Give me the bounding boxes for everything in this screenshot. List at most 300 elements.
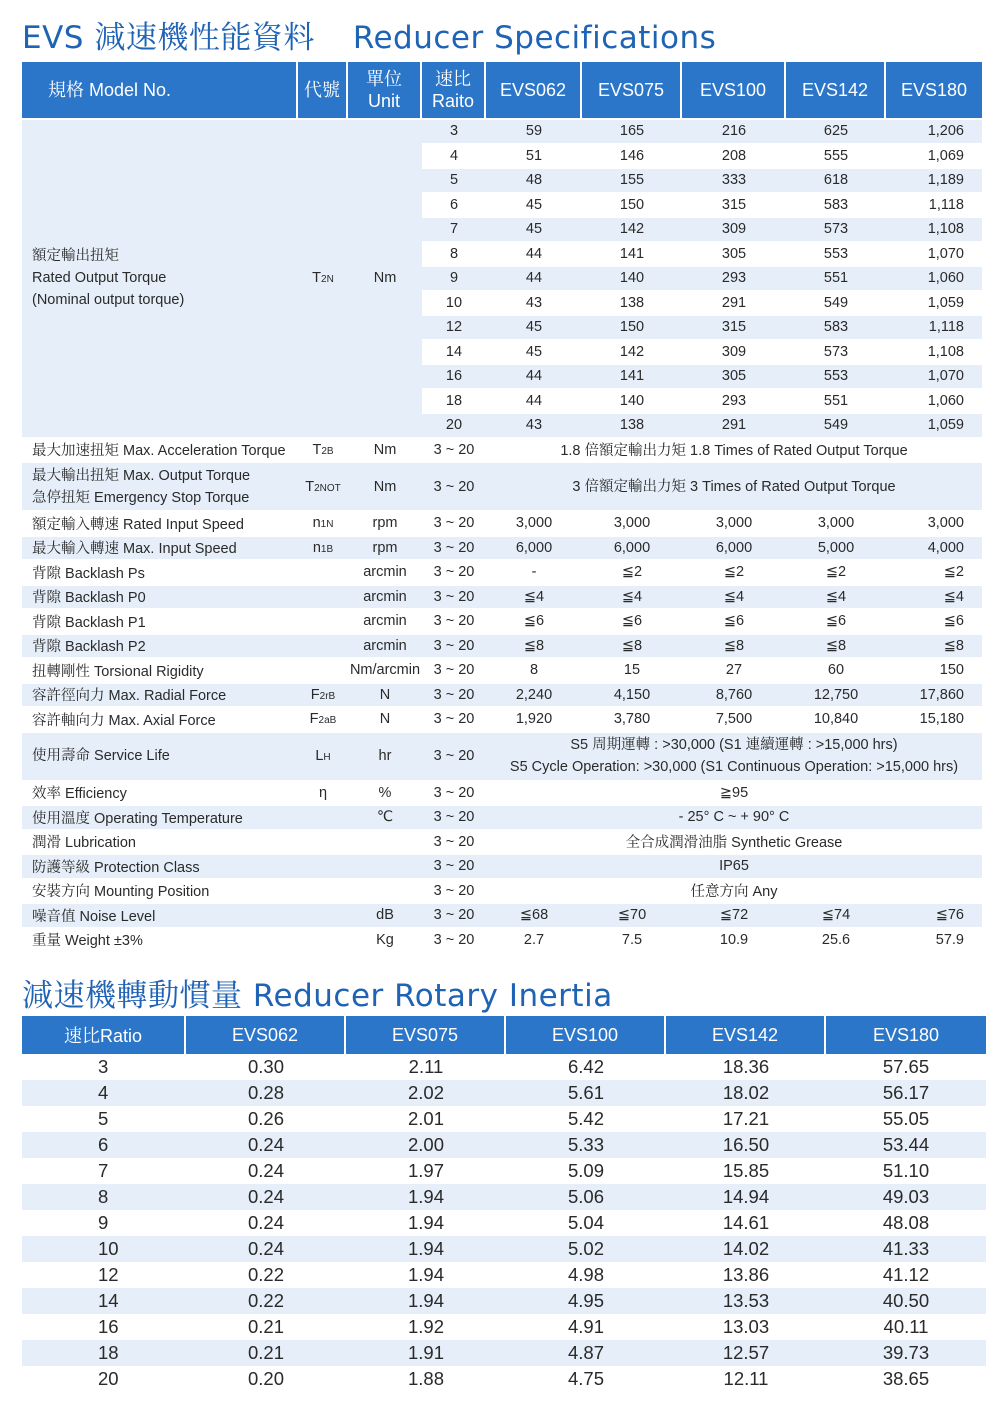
ratio-cell: 4 — [422, 145, 486, 168]
spec-row-label: 容許徑向力 Max. Radial Force — [22, 684, 298, 707]
inertia-evs075-cell: 2.02 — [346, 1080, 506, 1106]
inertia-ratio-cell: 3 — [22, 1054, 186, 1080]
torque-evs075-cell: 141 — [582, 365, 682, 388]
inertia-ratio-cell: 7 — [22, 1158, 186, 1184]
spec-evs062-cell: 3,000 — [486, 512, 582, 535]
inertia-evs062-cell: 0.24 — [186, 1210, 346, 1236]
spec-evs142-cell: 12,750 — [786, 684, 886, 707]
inertia-evs142-cell: 17.21 — [666, 1106, 826, 1132]
inertia-row — [22, 1080, 986, 1106]
inertia-evs062-cell: 0.21 — [186, 1314, 346, 1340]
spec-row-label: 效率 Efficiency — [22, 782, 298, 805]
spec-evs180-cell: 15,180 — [886, 708, 982, 731]
spec-evs062-cell: 2,240 — [486, 684, 582, 707]
spec-evs075-cell: ≦70 — [582, 904, 682, 927]
spec-evs180-cell: ≦6 — [886, 610, 982, 633]
spec-evs100-cell: ≦72 — [682, 904, 786, 927]
ratio-cell: 18 — [422, 390, 486, 413]
spec-evs180-cell: ≦2 — [886, 561, 982, 584]
spec-row-label: 容許軸向力 Max. Axial Force — [22, 708, 298, 731]
torque-evs100-cell: 315 — [682, 194, 786, 217]
torque-evs100-cell: 305 — [682, 365, 786, 388]
torque-evs100-cell: 291 — [682, 414, 786, 437]
spec-row — [22, 831, 982, 854]
spec-evs142-cell: 25.6 — [786, 929, 886, 952]
torque-evs100-cell: 305 — [682, 243, 786, 266]
spec-evs075-cell: ≦8 — [582, 635, 682, 658]
inertia-ratio-cell: 8 — [22, 1184, 186, 1210]
torque-evs062-cell: 44 — [486, 243, 582, 266]
torque-evs180-cell: 1,060 — [886, 267, 982, 290]
inertia-ratio-cell: 5 — [22, 1106, 186, 1132]
spec-unit: % — [348, 782, 422, 805]
spec-span-value: 3 倍額定輸出力矩 3 Times of Rated Output Torque — [486, 463, 982, 510]
torque-evs062-cell: 51 — [486, 145, 582, 168]
spec-row — [22, 708, 982, 731]
spec-row-label: 背隙 Backlash P1 — [22, 610, 298, 633]
spec-row — [22, 586, 982, 609]
spec-code: n1N — [298, 512, 348, 535]
ratio-cell: 6 — [422, 194, 486, 217]
spec-row — [22, 439, 982, 462]
spec-row — [22, 561, 982, 584]
spec-code: T2B — [298, 439, 348, 462]
spec-evs075-cell: 6,000 — [582, 537, 682, 560]
torque-evs075-cell: 140 — [582, 267, 682, 290]
spec-evs062-cell: - — [486, 561, 582, 584]
torque-evs075-cell: 142 — [582, 218, 682, 241]
spec-evs180-cell: 4,000 — [886, 537, 982, 560]
inertia-evs100-cell: 5.04 — [506, 1210, 666, 1236]
spec-evs100-cell: ≦2 — [682, 561, 786, 584]
inertia-evs100-cell: 5.61 — [506, 1080, 666, 1106]
header-evs180: EVS180 — [886, 62, 982, 118]
inertia-evs075-cell: 2.00 — [346, 1132, 506, 1158]
ratio-cell: 16 — [422, 365, 486, 388]
inertia-evs180-cell: 40.11 — [826, 1314, 986, 1340]
torque-evs075-cell: 138 — [582, 292, 682, 315]
spec-row-label: 扭轉剛性 Torsional Rigidity — [22, 659, 298, 682]
header-ratio: 速比 Raito — [422, 62, 486, 118]
spec-code: LH — [298, 733, 348, 780]
inertia-evs180-cell: 55.05 — [826, 1106, 986, 1132]
spec-row — [22, 855, 982, 878]
inertia-evs180-cell: 49.03 — [826, 1184, 986, 1210]
spec-code: T2NOT — [298, 463, 348, 510]
torque-evs062-cell: 44 — [486, 365, 582, 388]
spec-row — [22, 733, 982, 780]
inertia-ratio-cell: 9 — [22, 1210, 186, 1236]
spec-span-value: ≧95 — [486, 782, 982, 805]
inertia-evs142-cell: 14.02 — [666, 1236, 826, 1262]
torque-evs142-cell: 551 — [786, 267, 886, 290]
torque-evs180-cell: 1,060 — [886, 390, 982, 413]
spec-title-en: Reducer Specifications — [352, 20, 717, 56]
spec-evs142-cell: 3,000 — [786, 512, 886, 535]
inertia-evs100-cell: 4.98 — [506, 1262, 666, 1288]
spec-span-value: IP65 — [486, 855, 982, 878]
inertia-evs100-cell: 4.95 — [506, 1288, 666, 1314]
spec-evs075-cell: 3,000 — [582, 512, 682, 535]
spec-evs075-cell: ≦2 — [582, 561, 682, 584]
inertia-evs142-cell: 14.61 — [666, 1210, 826, 1236]
spec-code: η — [298, 782, 348, 805]
header-unit: 單位 Unit — [348, 62, 422, 118]
spec-row — [22, 684, 982, 707]
inertia-ratio-cell: 16 — [22, 1314, 186, 1340]
spec-code — [298, 806, 348, 829]
torque-evs180-cell: 1,206 — [886, 120, 982, 143]
torque-evs075-cell: 165 — [582, 120, 682, 143]
spec-row — [22, 610, 982, 633]
rated-torque-row — [22, 120, 982, 143]
spec-row-label: 最大加速扭矩 Max. Acceleration Torque — [22, 439, 298, 462]
spec-unit: Nm — [348, 463, 422, 510]
spec-span-value: - 25° C ~ + 90° C — [486, 806, 982, 829]
torque-evs142-cell: 573 — [786, 218, 886, 241]
inertia-evs062-cell: 0.24 — [186, 1236, 346, 1262]
ratio-cell: 3 ~ 20 — [422, 782, 486, 805]
spec-span-value: 任意方向 Any — [486, 880, 982, 903]
rated-torque-unit: Nm — [348, 120, 422, 437]
torque-evs142-cell: 551 — [786, 390, 886, 413]
spec-row — [22, 463, 982, 510]
spec-code: F2aB — [298, 708, 348, 731]
spec-code — [298, 855, 348, 878]
torque-evs062-cell: 43 — [486, 292, 582, 315]
inertia-evs180-cell: 39.73 — [826, 1340, 986, 1366]
inertia-header-ratio: 速比Ratio — [22, 1016, 186, 1054]
spec-evs075-cell: ≦4 — [582, 586, 682, 609]
spec-unit: arcmin — [348, 610, 422, 633]
torque-evs142-cell: 583 — [786, 194, 886, 217]
inertia-evs062-cell: 0.24 — [186, 1132, 346, 1158]
spec-row — [22, 904, 982, 927]
spec-evs180-cell: ≦76 — [886, 904, 982, 927]
torque-evs180-cell: 1,069 — [886, 145, 982, 168]
spec-unit: arcmin — [348, 635, 422, 658]
spec-evs142-cell: ≦2 — [786, 561, 886, 584]
inertia-evs075-cell: 1.88 — [346, 1366, 506, 1392]
inertia-evs075-cell: 1.94 — [346, 1210, 506, 1236]
torque-evs100-cell: 291 — [682, 292, 786, 315]
torque-evs180-cell: 1,059 — [886, 292, 982, 315]
spec-evs142-cell: 10,840 — [786, 708, 886, 731]
spec-evs062-cell: ≦6 — [486, 610, 582, 633]
torque-evs075-cell: 138 — [582, 414, 682, 437]
spec-unit — [348, 831, 422, 854]
spec-evs062-cell: ≦8 — [486, 635, 582, 658]
header-model-no: 規格 Model No. — [22, 62, 298, 118]
ratio-cell: 3 ~ 20 — [422, 463, 486, 510]
ratio-cell: 3 ~ 20 — [422, 929, 486, 952]
spec-span-value: S5 周期運轉 : >30,000 (S1 連續運轉 : >15,000 hrs) S5 Cycle Operation: >30,000 (S1 Continuous Operation: >15,000 hrs) — [486, 733, 982, 780]
torque-evs062-cell: 44 — [486, 267, 582, 290]
torque-evs100-cell: 333 — [682, 169, 786, 192]
header-evs075: EVS075 — [582, 62, 682, 118]
inertia-evs142-cell: 14.94 — [666, 1184, 826, 1210]
torque-evs142-cell: 549 — [786, 292, 886, 315]
ratio-cell: 9 — [422, 267, 486, 290]
torque-evs180-cell: 1,070 — [886, 243, 982, 266]
ratio-cell: 3 ~ 20 — [422, 439, 486, 462]
inertia-evs142-cell: 15.85 — [666, 1158, 826, 1184]
inertia-evs075-cell: 1.92 — [346, 1314, 506, 1340]
ratio-cell: 5 — [422, 169, 486, 192]
spec-row — [22, 782, 982, 805]
spec-unit: N — [348, 708, 422, 731]
reducer-specifications-table — [22, 60, 982, 953]
torque-evs180-cell: 1,059 — [886, 414, 982, 437]
spec-evs062-cell: 2.7 — [486, 929, 582, 952]
inertia-ratio-cell: 4 — [22, 1080, 186, 1106]
inertia-evs075-cell: 2.01 — [346, 1106, 506, 1132]
inertia-evs180-cell: 53.44 — [826, 1132, 986, 1158]
spec-code — [298, 659, 348, 682]
inertia-title: 減速機轉動慣量 Reducer Rotary Inertia — [22, 978, 613, 1014]
ratio-cell: 3 ~ 20 — [422, 586, 486, 609]
inertia-evs075-cell: 1.97 — [346, 1158, 506, 1184]
spec-row-label: 重量 Weight ±3% — [22, 929, 298, 952]
spec-code — [298, 929, 348, 952]
inertia-row — [22, 1132, 986, 1158]
inertia-row — [22, 1340, 986, 1366]
spec-row — [22, 659, 982, 682]
torque-evs180-cell: 1,118 — [886, 194, 982, 217]
ratio-cell: 3 ~ 20 — [422, 684, 486, 707]
spec-row-label: 噪音值 Noise Level — [22, 904, 298, 927]
spec-evs100-cell: 8,760 — [682, 684, 786, 707]
spec-evs142-cell: 5,000 — [786, 537, 886, 560]
inertia-ratio-cell: 12 — [22, 1262, 186, 1288]
spec-code: T2N — [298, 120, 348, 437]
spec-evs180-cell: 17,860 — [886, 684, 982, 707]
inertia-evs062-cell: 0.24 — [186, 1184, 346, 1210]
ratio-cell: 20 — [422, 414, 486, 437]
inertia-evs100-cell: 5.06 — [506, 1184, 666, 1210]
inertia-evs100-cell: 5.02 — [506, 1236, 666, 1262]
spec-unit: rpm — [348, 537, 422, 560]
spec-row-label: 潤滑 Lubrication — [22, 831, 298, 854]
torque-evs180-cell: 1,070 — [886, 365, 982, 388]
ratio-cell: 3 ~ 20 — [422, 561, 486, 584]
spec-row-label: 使用溫度 Operating Temperature — [22, 806, 298, 829]
spec-evs100-cell: 7,500 — [682, 708, 786, 731]
inertia-row — [22, 1366, 986, 1392]
torque-evs180-cell: 1,189 — [886, 169, 982, 192]
inertia-evs075-cell: 1.94 — [346, 1184, 506, 1210]
inertia-evs062-cell: 0.24 — [186, 1158, 346, 1184]
torque-evs075-cell: 141 — [582, 243, 682, 266]
spec-unit: ℃ — [348, 806, 422, 829]
spec-evs100-cell: 6,000 — [682, 537, 786, 560]
ratio-cell: 3 ~ 20 — [422, 733, 486, 780]
inertia-evs062-cell: 0.21 — [186, 1340, 346, 1366]
inertia-evs100-cell: 4.75 — [506, 1366, 666, 1392]
spec-evs142-cell: ≦74 — [786, 904, 886, 927]
ratio-cell: 3 ~ 20 — [422, 806, 486, 829]
spec-evs142-cell: ≦8 — [786, 635, 886, 658]
inertia-evs062-cell: 0.22 — [186, 1288, 346, 1314]
inertia-evs100-cell: 6.42 — [506, 1054, 666, 1080]
inertia-row — [22, 1288, 986, 1314]
inertia-header-evs075: EVS075 — [346, 1016, 506, 1054]
inertia-evs075-cell: 1.94 — [346, 1262, 506, 1288]
torque-evs100-cell: 216 — [682, 120, 786, 143]
inertia-evs142-cell: 12.11 — [666, 1366, 826, 1392]
spec-code — [298, 586, 348, 609]
spec-code — [298, 635, 348, 658]
spec-evs100-cell: 3,000 — [682, 512, 786, 535]
inertia-evs180-cell: 57.65 — [826, 1054, 986, 1080]
inertia-evs075-cell: 2.11 — [346, 1054, 506, 1080]
inertia-row — [22, 1054, 986, 1080]
inertia-evs062-cell: 0.20 — [186, 1366, 346, 1392]
inertia-evs142-cell: 13.03 — [666, 1314, 826, 1340]
torque-evs100-cell: 293 — [682, 390, 786, 413]
spec-title-zh: EVS 減速機性能資料 — [22, 20, 315, 56]
ratio-cell: 8 — [422, 243, 486, 266]
inertia-evs180-cell: 56.17 — [826, 1080, 986, 1106]
ratio-cell: 3 — [422, 120, 486, 143]
spec-evs180-cell: 57.9 — [886, 929, 982, 952]
spec-unit: hr — [348, 733, 422, 780]
torque-evs062-cell: 59 — [486, 120, 582, 143]
spec-row — [22, 806, 982, 829]
torque-evs062-cell: 48 — [486, 169, 582, 192]
ratio-cell: 3 ~ 20 — [422, 659, 486, 682]
torque-evs100-cell: 309 — [682, 218, 786, 241]
spec-unit: rpm — [348, 512, 422, 535]
inertia-evs180-cell: 38.65 — [826, 1366, 986, 1392]
torque-evs142-cell: 573 — [786, 341, 886, 364]
spec-evs062-cell: 1,920 — [486, 708, 582, 731]
torque-evs100-cell: 315 — [682, 316, 786, 339]
torque-evs062-cell: 45 — [486, 194, 582, 217]
header-evs100: EVS100 — [682, 62, 786, 118]
inertia-header-evs142: EVS142 — [666, 1016, 826, 1054]
spec-code — [298, 561, 348, 584]
spec-row — [22, 929, 982, 952]
spec-evs062-cell: 8 — [486, 659, 582, 682]
inertia-evs062-cell: 0.30 — [186, 1054, 346, 1080]
rotary-inertia-table — [22, 1016, 986, 1392]
inertia-ratio-cell: 14 — [22, 1288, 186, 1314]
torque-evs100-cell: 208 — [682, 145, 786, 168]
inertia-evs142-cell: 12.57 — [666, 1340, 826, 1366]
torque-evs075-cell: 140 — [582, 390, 682, 413]
spec-evs180-cell: ≦8 — [886, 635, 982, 658]
spec-evs075-cell: 3,780 — [582, 708, 682, 731]
spec-header-row — [22, 62, 982, 118]
inertia-evs142-cell: 16.50 — [666, 1132, 826, 1158]
inertia-row — [22, 1210, 986, 1236]
spec-row-label: 最大輸出扭矩 Max. Output Torque 急停扭矩 Emergency Stop Torque — [22, 463, 298, 510]
torque-evs100-cell: 309 — [682, 341, 786, 364]
torque-evs075-cell: 155 — [582, 169, 682, 192]
ratio-cell: 3 ~ 20 — [422, 610, 486, 633]
ratio-cell: 3 ~ 20 — [422, 855, 486, 878]
spec-row-label: 背隙 Backlash Ps — [22, 561, 298, 584]
torque-evs062-cell: 43 — [486, 414, 582, 437]
torque-evs075-cell: 150 — [582, 194, 682, 217]
spec-row-label: 安裝方向 Mounting Position — [22, 880, 298, 903]
spec-evs142-cell: ≦6 — [786, 610, 886, 633]
ratio-cell: 14 — [422, 341, 486, 364]
spec-unit: dB — [348, 904, 422, 927]
inertia-header-row — [22, 1016, 986, 1054]
inertia-row — [22, 1236, 986, 1262]
spec-unit: N — [348, 684, 422, 707]
torque-evs180-cell: 1,108 — [886, 341, 982, 364]
spec-span-value: 1.8 倍額定輸出力矩 1.8 Times of Rated Output Torque — [486, 439, 982, 462]
torque-evs142-cell: 555 — [786, 145, 886, 168]
spec-evs075-cell: 4,150 — [582, 684, 682, 707]
spec-unit: Nm/arcmin — [348, 659, 422, 682]
inertia-evs142-cell: 13.53 — [666, 1288, 826, 1314]
spec-evs180-cell: ≦4 — [886, 586, 982, 609]
ratio-cell: 3 ~ 20 — [422, 904, 486, 927]
inertia-evs062-cell: 0.26 — [186, 1106, 346, 1132]
spec-row-label: 背隙 Backlash P2 — [22, 635, 298, 658]
spec-unit — [348, 855, 422, 878]
spec-unit: arcmin — [348, 561, 422, 584]
inertia-evs062-cell: 0.28 — [186, 1080, 346, 1106]
spec-code: n1B — [298, 537, 348, 560]
ratio-cell: 3 ~ 20 — [422, 880, 486, 903]
spec-title — [22, 12, 716, 57]
spec-row-label: 背隙 Backlash P0 — [22, 586, 298, 609]
spec-code — [298, 831, 348, 854]
spec-unit: Nm — [348, 439, 422, 462]
spec-evs062-cell: ≦4 — [486, 586, 582, 609]
torque-evs075-cell: 142 — [582, 341, 682, 364]
torque-evs075-cell: 146 — [582, 145, 682, 168]
spec-unit: Kg — [348, 929, 422, 952]
inertia-evs100-cell: 5.09 — [506, 1158, 666, 1184]
inertia-evs180-cell: 40.50 — [826, 1288, 986, 1314]
torque-evs142-cell: 553 — [786, 243, 886, 266]
inertia-evs142-cell: 18.36 — [666, 1054, 826, 1080]
spec-evs075-cell: 15 — [582, 659, 682, 682]
inertia-evs180-cell: 41.12 — [826, 1262, 986, 1288]
torque-evs062-cell: 44 — [486, 390, 582, 413]
spec-evs075-cell: ≦6 — [582, 610, 682, 633]
inertia-ratio-cell: 18 — [22, 1340, 186, 1366]
torque-evs062-cell: 45 — [486, 218, 582, 241]
spec-evs180-cell: 150 — [886, 659, 982, 682]
spec-evs075-cell: 7.5 — [582, 929, 682, 952]
rated-output-torque-label: 額定輸出扭矩 Rated Output Torque (Nominal output torque) — [22, 120, 298, 437]
torque-evs180-cell: 1,108 — [886, 218, 982, 241]
ratio-cell: 3 ~ 20 — [422, 831, 486, 854]
torque-evs062-cell: 45 — [486, 341, 582, 364]
inertia-evs100-cell: 4.87 — [506, 1340, 666, 1366]
spec-evs100-cell: 10.9 — [682, 929, 786, 952]
inertia-row — [22, 1106, 986, 1132]
spec-code — [298, 904, 348, 927]
spec-evs100-cell: ≦4 — [682, 586, 786, 609]
inertia-row — [22, 1158, 986, 1184]
ratio-cell: 10 — [422, 292, 486, 315]
inertia-evs180-cell: 48.08 — [826, 1210, 986, 1236]
inertia-evs142-cell: 18.02 — [666, 1080, 826, 1106]
inertia-evs142-cell: 13.86 — [666, 1262, 826, 1288]
header-code: 代號 — [298, 62, 348, 118]
inertia-header-evs100: EVS100 — [506, 1016, 666, 1054]
ratio-cell: 3 ~ 20 — [422, 708, 486, 731]
inertia-evs062-cell: 0.22 — [186, 1262, 346, 1288]
